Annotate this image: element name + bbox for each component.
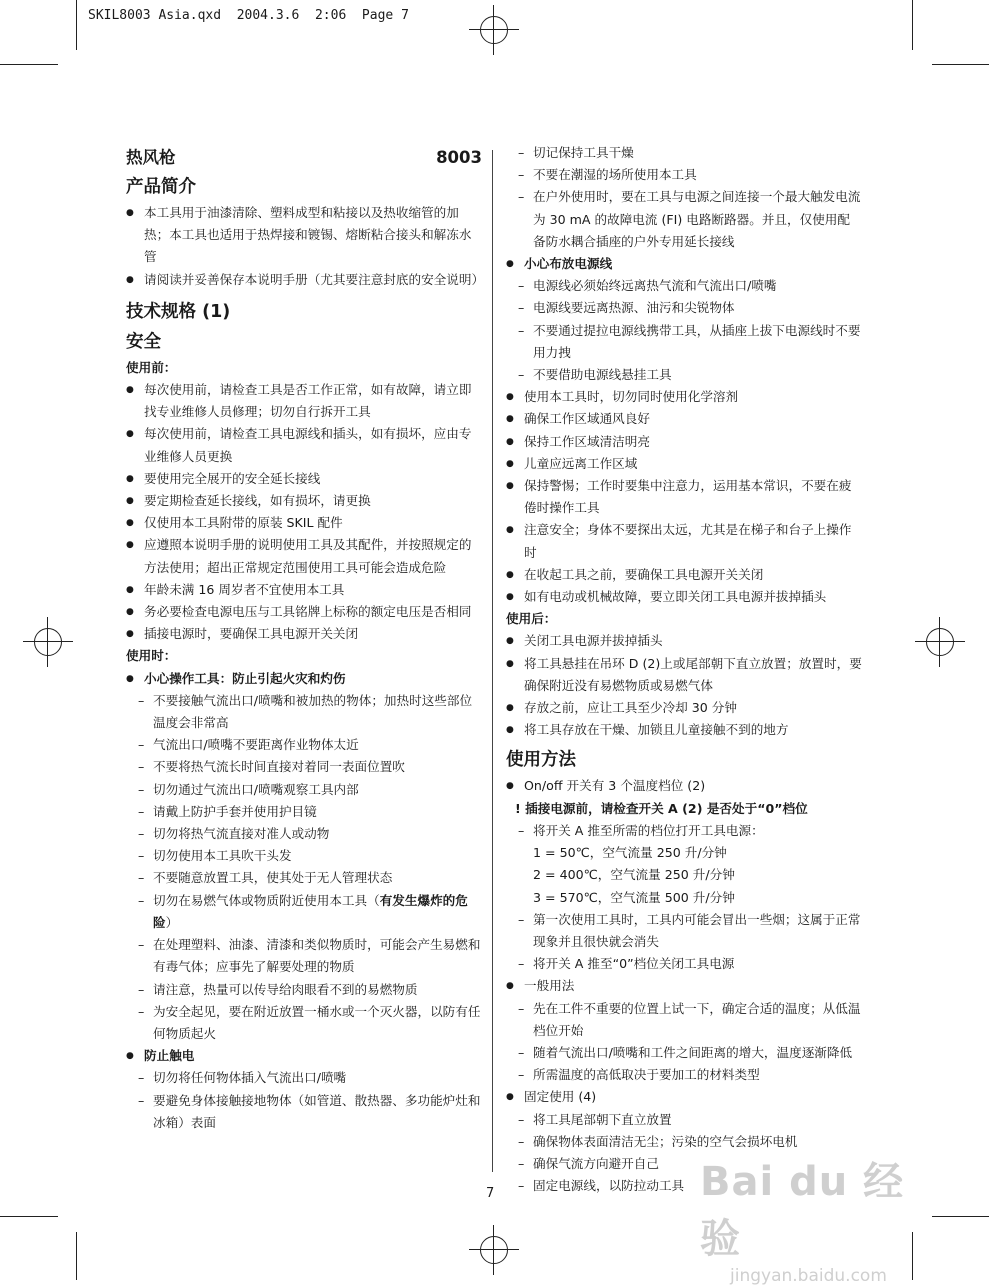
list-item: – 固定电源线，以防拉动工具 xyxy=(506,1175,862,1197)
plug-warning: ! 插接电源前，请检查开关 A (2) 是否处于“0”档位 xyxy=(515,800,808,816)
level-item: 3 = 570℃，空气流量 500 升/分钟 xyxy=(533,889,735,905)
list-item: – 确保气流方向避开自己 xyxy=(506,1153,862,1175)
onoff-steps xyxy=(506,820,862,1197)
watermark-logo: Bai du 经验 xyxy=(700,1159,905,1262)
list-item: – 第一次使用工具时，工具内可能会冒出一些烟；这属于正常现象并且很快就会消失 xyxy=(506,909,862,953)
list-item: – 切勿使用本工具吹干头发 xyxy=(126,845,482,867)
list-item: ● 如有电动或机械故障，要立即关闭工具电源并拔掉插头 xyxy=(506,586,862,608)
column-divider xyxy=(492,150,493,1172)
list-item: – 不要通过提拉电源线携带工具，从插座上拔下电源线时不要用力拽 xyxy=(506,320,862,364)
general-use-heading: ● 一般用法 xyxy=(506,975,862,997)
level-item: 2 = 400℃，空气流量 250 升/分钟 xyxy=(533,867,735,883)
list-item: – 请戴上防护手套并使用护目镜 xyxy=(126,801,482,823)
crop-mark xyxy=(932,1216,989,1217)
list-item: – 将开关 A 推至“0”档位关闭工具电源 xyxy=(506,953,862,975)
list-item: – 请注意，热量可以传导给肉眼看不到的易燃物质 xyxy=(126,979,482,1001)
crop-mark xyxy=(912,0,913,50)
list-item: – 切记保持工具干燥 xyxy=(506,142,862,164)
model-number: 8003 xyxy=(436,148,482,167)
before-use-label: 使用前： xyxy=(126,359,177,375)
list-item: – 随着气流出口/喷嘴和工件之间距离的增大，温度逐渐降低 xyxy=(506,1042,862,1064)
list-item: ● 关闭工具电源并拔掉插头 xyxy=(506,630,862,652)
cord-heading: ● 小心布放电源线 xyxy=(506,253,862,275)
list-item: ● 要使用完全展开的安全延长接线 xyxy=(126,468,482,490)
list-item: ● 将工具悬挂在吊环 D (2)上或尾部朝下直立放置；放置时，要确保附近没有易燃物质或易燃气体 xyxy=(506,653,862,697)
watermark xyxy=(700,1150,930,1286)
fixed-use-heading: ● 固定使用 (4) xyxy=(506,1086,862,1108)
list-item: – 切勿通过气流出口/喷嘴观察工具内部 xyxy=(126,779,482,801)
list-item: – 不要借助电源线悬挂工具 xyxy=(506,364,862,386)
before-use-list xyxy=(126,379,482,645)
list-item: – 先在工件不重要的位置上试一下，确定合适的温度；从低温档位开始 xyxy=(506,998,862,1042)
list-item: ● 使用本工具时，切勿同时使用化学溶剂 xyxy=(506,386,862,408)
list-item: ● 请阅读并妥善保存本说明手册（尤其要注意封底的安全说明） xyxy=(126,269,482,291)
list-item: – 为安全起见，要在附近放置一桶水或一个灭火器，以防有任何物质起火 xyxy=(126,1001,482,1045)
spec-heading: 技术规格 (1) xyxy=(126,301,231,322)
registration-mark xyxy=(480,16,508,44)
list-item: – 电源线要远离热源、油污和尖锐物体 xyxy=(506,297,862,319)
crop-mark xyxy=(932,64,989,65)
list-item: ● 每次使用前，请检查工具电源线和插头，如有损坏，应由专业维修人员更换 xyxy=(126,423,482,467)
list-item: – 电源线必须始终远离热气流和气流出口/喷嘴 xyxy=(506,275,862,297)
list-item: – 将开关 A 推至所需的档位打开工具电源： xyxy=(506,820,862,842)
list-item: – 不要随意放置工具，使其处于无人管理状态 xyxy=(126,867,482,889)
usage-list xyxy=(506,775,862,797)
list-item: ● 插接电源时，要确保工具电源开关关闭 xyxy=(126,623,482,645)
intro-list xyxy=(126,202,485,291)
list-item: ● 务必要检查电源电压与工具铭牌上标称的额定电压是否相同 xyxy=(126,601,482,623)
list-item: – 所需温度的高低取决于要加工的材料类型 xyxy=(506,1064,862,1086)
list-item: – 要避免身体接触接地物体（如管道、散热器、多功能炉灶和冰箱）表面 xyxy=(126,1090,482,1134)
list-item: ● 将工具存放在干燥、加锁且儿童接触不到的地方 xyxy=(506,719,862,741)
list-item: ● 确保工作区域通风良好 xyxy=(506,408,862,430)
list-item: ● 仅使用本工具附带的原装 SKIL 配件 xyxy=(126,512,482,534)
list-item: – 确保物体表面清洁无尘；污染的空气会损坏电机 xyxy=(506,1131,862,1153)
list-item: ● 儿童应远离工作区域 xyxy=(506,453,862,475)
page-number: 7 xyxy=(486,1186,495,1201)
intro-heading: 产品简介 xyxy=(126,177,196,197)
list-item: ● 每次使用前，请检查工具是否工作正常，如有故障，请立即找专业维修人员修理；切勿自行拆开工具 xyxy=(126,379,482,423)
watermark-url: jingyan.baidu.com xyxy=(730,1266,887,1286)
safety-heading: 安全 xyxy=(126,331,161,352)
after-use-list xyxy=(506,630,862,741)
right-column xyxy=(506,142,862,1197)
explosion-warning: 有发生爆炸的危险 xyxy=(153,892,468,930)
level-item: 1 = 50℃，空气流量 250 升/分钟 xyxy=(533,845,727,861)
registration-mark xyxy=(34,628,62,656)
list-item: – 不要将热气流长时间直接对着同一表面位置吹 xyxy=(126,756,482,778)
list-item: – 在户外使用时，要在工具与电源之间连接一个最大触发电流为 30 mA 的故障电流 (FI) 电路断路器。并且，仅使用配备防水耦合插座的户外专用延长接线 xyxy=(506,186,862,253)
list-item: – 切勿将热气流直接对准人或动物 xyxy=(126,823,482,845)
list-item: ● 应遵照本说明手册的说明使用工具及其配件，并按照规定的方法使用；超出正常规定范围使用工具可能会造成危险 xyxy=(126,534,482,578)
fire-heading: ● 小心操作工具：防止引起火灾和灼伤 xyxy=(126,668,482,690)
title-row xyxy=(126,144,482,172)
list-item: ● 注意安全；身体不要探出太远，尤其是在梯子和台子上操作时 xyxy=(506,519,862,563)
crop-mark xyxy=(76,1232,77,1280)
list-item: – 将工具尾部朝下直立放置 xyxy=(506,1109,862,1131)
registration-mark xyxy=(926,628,954,656)
fire-list xyxy=(126,668,482,1134)
list-item: ● 保持警惕；工作时要集中注意力，运用基本常识，不要在疲倦时操作工具 xyxy=(506,475,862,519)
list-item: ● 在收起工具之前，要确保工具电源开关关闭 xyxy=(506,564,862,586)
file-header: SKIL8003 Asia.qxd 2004.3.6 2:06 Page 7 xyxy=(88,8,409,23)
list-item: – 在处理塑料、油漆、清漆和类似物质时，可能会产生易燃和有毒气体；应事先了解要处理的物质 xyxy=(126,934,482,978)
list-item: ● 存放之前，应让工具至少冷却 30 分钟 xyxy=(506,697,862,719)
during-use-label: 使用时： xyxy=(126,648,177,664)
shock-continued-list xyxy=(506,142,862,608)
crop-mark xyxy=(76,0,77,50)
list-item: – 切勿在易燃气体或物质附近使用本工具（有发生爆炸的危险） xyxy=(126,890,482,934)
usage-heading: 使用方法 xyxy=(506,750,576,771)
registration-mark xyxy=(480,1236,508,1264)
list-item: – 切勿将任何物体插入气流出口/喷嘴 xyxy=(126,1067,482,1089)
shock-heading: ● 防止触电 xyxy=(126,1045,482,1067)
crop-mark xyxy=(0,1216,58,1217)
after-use-label: 使用后： xyxy=(506,611,557,627)
list-item: ● 本工具用于油漆清除、塑料成型和粘接以及热收缩管的加热；本工具也适用于热焊接和镀锡、熔断粘合接头和解冻水管 xyxy=(126,202,482,269)
list-item: ● 年龄未满 16 周岁者不宜使用本工具 xyxy=(126,579,482,601)
left-column xyxy=(126,144,485,1134)
list-item: ● 要定期检查延长接线，如有损坏，请更换 xyxy=(126,490,482,512)
page-title: 热风枪 xyxy=(126,148,176,167)
list-item: – 不要接触气流出口/喷嘴和被加热的物体；加热时这些部位温度会非常高 xyxy=(126,690,482,734)
list-item: – 不要在潮湿的场所使用本工具 xyxy=(506,164,862,186)
onoff-item: ● On/off 开关有 3 个温度档位 (2) xyxy=(506,775,862,797)
crop-mark xyxy=(0,64,58,65)
list-item: ● 保持工作区域清洁明亮 xyxy=(506,431,862,453)
list-item: – 气流出口/喷嘴不要距离作业物体太近 xyxy=(126,734,482,756)
